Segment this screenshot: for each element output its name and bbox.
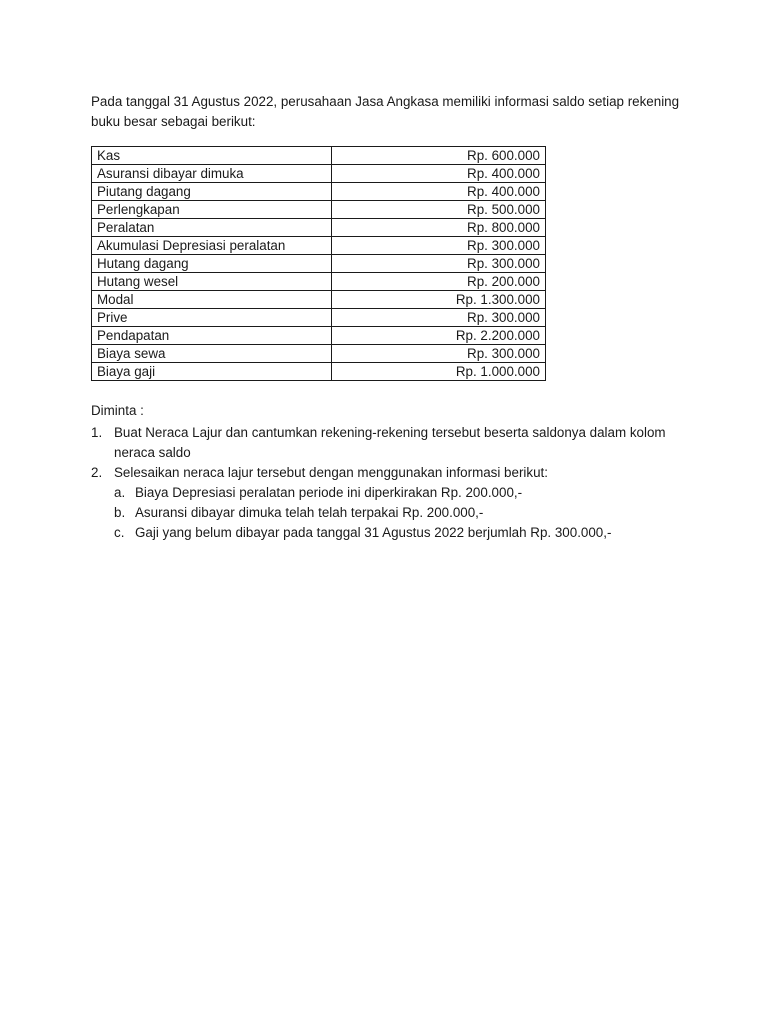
task-text: Buat Neraca Lajur dan cantumkan rekening-rekening tersebut beserta saldonya dalam kolom neraca saldo	[114, 425, 666, 460]
account-amount: Rp. 400.000	[332, 165, 546, 183]
account-amount: Rp. 300.000	[332, 255, 546, 273]
list-item	[114, 503, 691, 523]
table-row	[92, 147, 546, 165]
account-amount: Rp. 1.300.000	[332, 291, 546, 309]
account-name: Hutang wesel	[92, 273, 332, 291]
account-name: Prive	[92, 309, 332, 327]
sub-task-text: Gaji yang belum dibayar pada tanggal 31 Agustus 2022 berjumlah Rp. 300.000,-	[135, 525, 612, 540]
sub-task-list	[114, 483, 691, 543]
account-name: Perlengkapan	[92, 201, 332, 219]
account-name: Peralatan	[92, 219, 332, 237]
table-row	[92, 309, 546, 327]
table-row	[92, 255, 546, 273]
account-amount: Rp. 200.000	[332, 273, 546, 291]
list-number: 1.	[91, 425, 103, 440]
list-item	[114, 523, 691, 543]
account-name: Pendapatan	[92, 327, 332, 345]
table-row	[92, 183, 546, 201]
account-amount: Rp. 1.000.000	[332, 363, 546, 381]
account-name: Asuransi dibayar dimuka	[92, 165, 332, 183]
table-row	[92, 327, 546, 345]
list-item	[91, 463, 691, 543]
account-amount: Rp. 300.000	[332, 345, 546, 363]
task-list	[91, 423, 691, 543]
table-row	[92, 345, 546, 363]
account-amount: Rp. 300.000	[332, 237, 546, 255]
list-letter: a.	[114, 485, 126, 500]
table-row	[92, 165, 546, 183]
list-item	[91, 423, 691, 463]
account-amount: Rp. 300.000	[332, 309, 546, 327]
table-row	[92, 291, 546, 309]
request-section	[91, 401, 691, 543]
table-row	[92, 363, 546, 381]
list-number: 2.	[91, 465, 103, 480]
table-row	[92, 201, 546, 219]
table-row	[92, 273, 546, 291]
account-amount: Rp. 600.000	[332, 147, 546, 165]
intro-paragraph: Pada tanggal 31 Agustus 2022, perusahaan Jasa Angkasa memiliki informasi saldo setiap rekening buku besar sebagai berikut:	[91, 94, 680, 129]
table-row	[92, 237, 546, 255]
list-item	[114, 483, 691, 503]
ledger-balance-table	[91, 146, 546, 381]
account-name: Biaya sewa	[92, 345, 332, 363]
account-amount: Rp. 800.000	[332, 219, 546, 237]
account-name: Biaya gaji	[92, 363, 332, 381]
sub-task-text: Asuransi dibayar dimuka telah telah terpakai Rp. 200.000,-	[135, 505, 484, 520]
account-name: Akumulasi Depresiasi peralatan	[92, 237, 332, 255]
account-amount: Rp. 500.000	[332, 201, 546, 219]
list-letter: c.	[114, 525, 125, 540]
account-name: Kas	[92, 147, 332, 165]
account-name: Hutang dagang	[92, 255, 332, 273]
account-amount: Rp. 2.200.000	[332, 327, 546, 345]
account-name: Modal	[92, 291, 332, 309]
account-amount: Rp. 400.000	[332, 183, 546, 201]
list-letter: b.	[114, 505, 126, 520]
table-row	[92, 219, 546, 237]
task-text: Selesaikan neraca lajur tersebut dengan menggunakan informasi berikut:	[114, 465, 548, 480]
account-name: Piutang dagang	[92, 183, 332, 201]
request-title: Diminta :	[91, 403, 144, 418]
sub-task-text: Biaya Depresiasi peralatan periode ini diperkirakan Rp. 200.000,-	[135, 485, 523, 500]
